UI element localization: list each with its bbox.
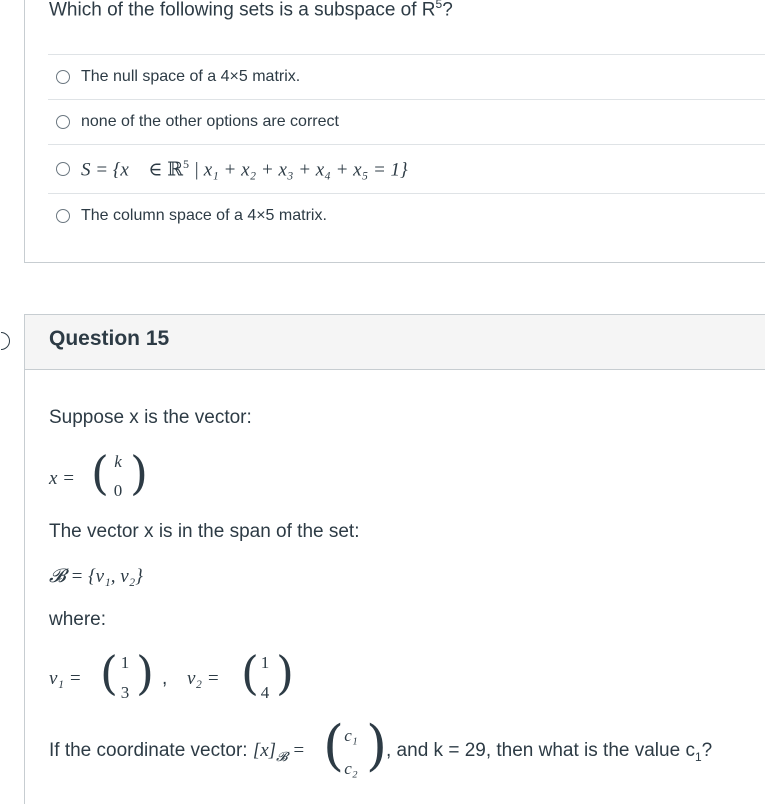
- left-paren: (: [241, 646, 259, 700]
- v1-lhs: v₁ =: [49, 668, 82, 689]
- answer-option-column-space[interactable]: [48, 193, 765, 238]
- answer-option-none[interactable]: [48, 99, 765, 144]
- v2-entry: 1: [260, 653, 270, 672]
- coordinate-entry: c₁: [344, 726, 358, 745]
- radio-button[interactable]: [56, 209, 70, 223]
- question-intro: Suppose x is the vector:: [49, 407, 252, 428]
- right-paren: ): [276, 646, 294, 700]
- right-paren: ): [130, 446, 148, 500]
- coordinate-question-suffix: , and k = 29, then what is the value $c_1$?: [386, 740, 713, 764]
- question-title: Question 15: [49, 327, 170, 350]
- span-text: The vector x is in the span of the set:: [49, 521, 360, 542]
- answer-label: The null space of a 4×5 matrix.: [81, 68, 301, 85]
- right-paren: ): [136, 646, 154, 700]
- v2-entry: 4: [260, 683, 270, 702]
- previous-question-text: Which of the following sets is a subspace of $R^5$?: [49, 0, 453, 21]
- radio-button[interactable]: [56, 162, 70, 176]
- x-equation-lhs: x =: [49, 468, 76, 489]
- radio-button[interactable]: [56, 115, 70, 129]
- answer-option-set-s[interactable]: [48, 144, 765, 193]
- where-text: where:: [49, 609, 107, 630]
- left-paren: (: [323, 714, 345, 777]
- x-vector-entry: k: [114, 452, 122, 471]
- coordinate-entry: c₂: [344, 759, 358, 778]
- answer-label: The column space of a 4×5 matrix.: [81, 207, 327, 224]
- x-vector-entry: 0: [113, 481, 123, 500]
- right-paren: ): [366, 714, 388, 777]
- answer-label-math: S = {x⃗ ∈ ℝ$^5$ | x₁ + x₂ + x₃ + x₄ + x₅ = 1}: [81, 156, 408, 181]
- coordinate-question-prefix: If the coordinate vector: $[x]_𝓑$ =: [49, 740, 306, 764]
- radio-button[interactable]: [56, 70, 70, 84]
- left-paren: (: [91, 446, 109, 500]
- left-paren: (: [100, 646, 118, 700]
- v1-entry: 3: [120, 683, 130, 702]
- comma: ,: [162, 668, 168, 689]
- v2-lhs: v₂ =: [187, 668, 220, 689]
- question-flag-icon[interactable]: [0, 332, 10, 350]
- basis-set: 𝓑 = {v₁, v₂}: [49, 566, 143, 587]
- v1-entry: 1: [120, 653, 130, 672]
- question-15-card: [24, 314, 765, 804]
- answer-label: none of the other options are correct: [81, 113, 339, 130]
- answer-option-null-space[interactable]: [48, 54, 765, 99]
